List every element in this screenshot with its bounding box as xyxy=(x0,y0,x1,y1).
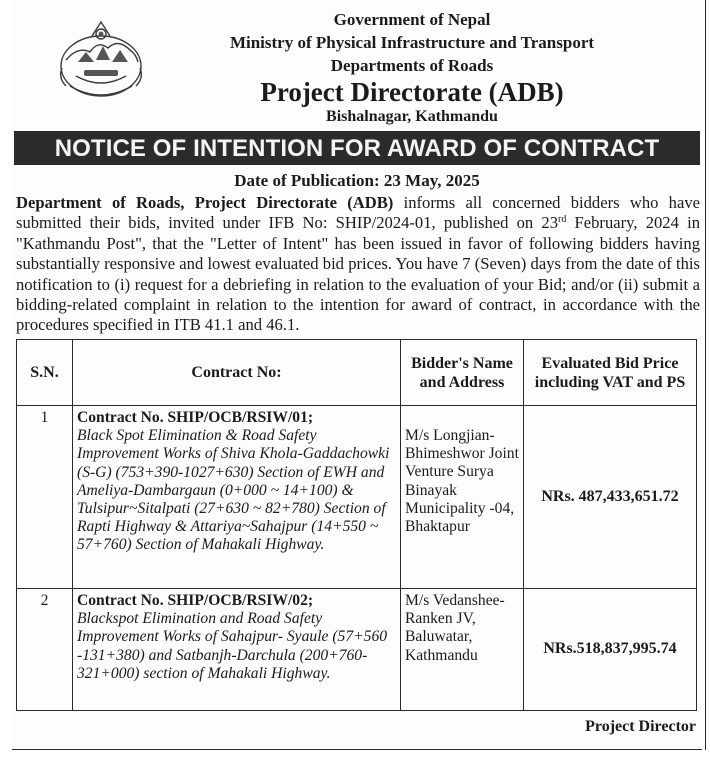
contract-number: Contract No. SHIP/OCB/RSIW/01; xyxy=(77,409,314,426)
header-contract: Contract No: xyxy=(73,340,401,406)
row-contract xyxy=(73,589,401,711)
body-lead: Department of Roads, Project Directorate (ADB) xyxy=(16,193,394,212)
header-price: Evaluated Bid Price including VAT and PS xyxy=(524,340,697,406)
location-heading: Bishalnagar, Kathmandu xyxy=(326,108,498,125)
contracts-table xyxy=(16,339,697,711)
signatory: Project Director xyxy=(585,718,696,735)
row-bidder: M/s Vedanshee-Ranken JV, Baluwatar, Kathmandu xyxy=(401,589,524,711)
row-price: NRs.518,837,995.74 xyxy=(524,589,697,711)
project-heading: Project Directorate (ADB) xyxy=(260,77,564,107)
header-bidder: Bidder's Name and Address xyxy=(401,340,524,406)
department-heading: Departments of Roads xyxy=(330,56,494,75)
row-contract xyxy=(73,406,401,589)
contract-description: Black Spot Elimination & Road Safety Improvement Works of Shiva Khola-Gaddachowki (S-G) (753+390-1027+630) Section of EWH and Ameliya-Dambargaun (0+000 ~ 14+100) & Tulsipur~Sitalpati (27+630 ~ 82+780) Section of Rapti Highway & Attariya~Sahajpur (14+550 ~ 57+760) Section of Mahakali Highway. xyxy=(77,427,390,554)
body-text-part-2: February, 2024 in "Kathmandu Post", that the "Letter of Intent" has been issued in favor of following bidders having substantially responsive and lowest evaluated bid prices. You have 7 (Seven) days from the date of this notification to (i) request for a debriefing in relation to the evaluation of your Bid; and/or (ii) submit a bidding-related complaint in relation to the intention for award of contract, in accordance with the procedures specified in ITB 41.1 and 46.1. xyxy=(16,213,701,335)
government-heading: Government of Nepal xyxy=(333,10,491,29)
row-sn: 1 xyxy=(17,406,73,589)
row-bidder: M/s Longjian-Bhimeshwor Joint Venture Surya Binayak Municipality -04, Bhaktapur xyxy=(401,406,524,589)
table-header-row xyxy=(17,340,697,406)
contract-description: Blackspot Elimination and Road Safety Improvement Works of Sahajpur- Syaule (57+560 -131+380) and Satbanjh-Darchula (200+760- 321+000) section of Mahakali Highway. xyxy=(77,610,388,682)
notice-body xyxy=(16,193,700,336)
notice-title-banner: NOTICE OF INTENTION FOR AWARD OF CONTRACT xyxy=(14,131,700,165)
table-row xyxy=(17,406,697,589)
bottom-rule xyxy=(12,749,702,750)
table-row xyxy=(17,589,697,711)
body-text-part-1: informs all concerned bidders who have submitted their bids, invited under IFB No: SHIP/2024-01, published on 23 xyxy=(16,193,700,233)
right-rule xyxy=(705,0,706,750)
ministry-heading: Ministry of Physical Infrastructure and Transport xyxy=(229,33,595,52)
nepal-emblem-icon xyxy=(56,16,146,102)
publication-date: Date of Publication: 23 May, 2025 xyxy=(234,171,480,190)
notice xyxy=(12,0,702,750)
row-price: NRs. 487,433,651.72 xyxy=(524,406,697,589)
contract-number: Contract No. SHIP/OCB/RSIW/02; xyxy=(77,592,314,609)
header-sn: S.N. xyxy=(17,340,73,406)
row-sn: 2 xyxy=(17,589,73,711)
ordinal-suffix: rd xyxy=(558,214,567,226)
